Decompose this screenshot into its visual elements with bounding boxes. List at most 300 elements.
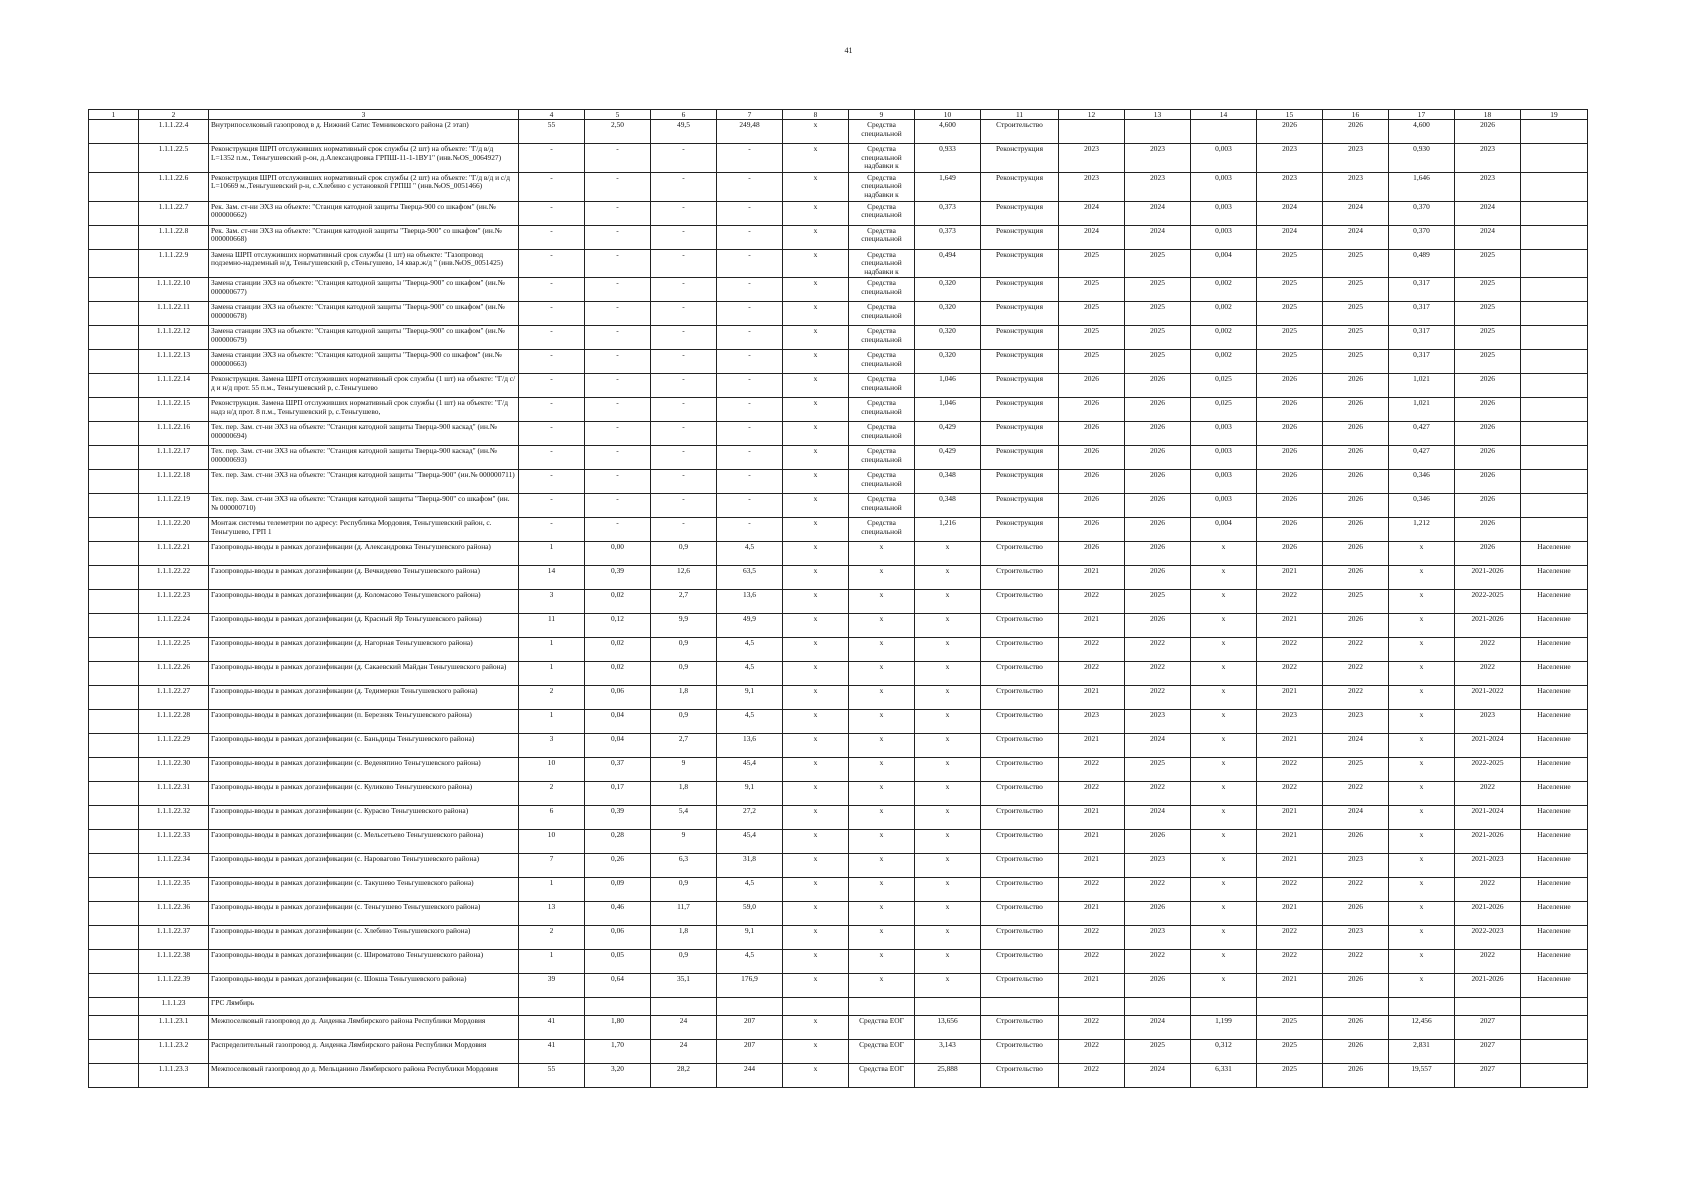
table-cell bbox=[1521, 144, 1588, 173]
table-cell: х bbox=[915, 590, 981, 614]
table-cell: - bbox=[519, 494, 585, 518]
table-cell: х bbox=[915, 638, 981, 662]
table-cell: 2021-2026 bbox=[1455, 614, 1521, 638]
table-cell: 1.1.1.22.5 bbox=[139, 144, 209, 173]
table-cell bbox=[89, 614, 139, 638]
table-cell bbox=[89, 734, 139, 758]
table-cell: 1,70 bbox=[585, 1040, 651, 1064]
table-cell: 2026 bbox=[1125, 470, 1191, 494]
table-cell: Строительство bbox=[981, 686, 1059, 710]
table-cell: х bbox=[1389, 854, 1455, 878]
table-cell: х bbox=[915, 830, 981, 854]
table-cell: - bbox=[519, 302, 585, 326]
table-cell bbox=[89, 470, 139, 494]
object-name-cell: Газопроводы-вводы в рамках догазификации (с. Мельсетьево Теньгушевского района) bbox=[209, 830, 519, 854]
table-cell: 2021-2026 bbox=[1455, 974, 1521, 998]
column-number-2: 2 bbox=[139, 110, 209, 120]
table-row bbox=[89, 806, 1588, 830]
table-cell bbox=[89, 998, 139, 1016]
table-cell bbox=[89, 1016, 139, 1040]
table-cell bbox=[1389, 998, 1455, 1016]
table-cell: 1.1.1.22.31 bbox=[139, 782, 209, 806]
table-cell: - bbox=[519, 374, 585, 398]
table-cell: 1.1.1.22.39 bbox=[139, 974, 209, 998]
table-cell: - bbox=[717, 201, 783, 225]
table-cell: Строительство bbox=[981, 542, 1059, 566]
table-cell: х bbox=[783, 302, 849, 326]
table-row bbox=[89, 172, 1588, 201]
table-cell: 1 bbox=[519, 638, 585, 662]
table-cell: 3,143 bbox=[915, 1040, 981, 1064]
table-cell: 27,2 bbox=[717, 806, 783, 830]
table-cell bbox=[585, 998, 651, 1016]
table-cell: х bbox=[1191, 974, 1257, 998]
table-cell: 2,831 bbox=[1389, 1040, 1455, 1064]
table-cell: 0,46 bbox=[585, 902, 651, 926]
table-cell: 2025 bbox=[1125, 590, 1191, 614]
table-cell: 0,317 bbox=[1389, 326, 1455, 350]
table-cell: 2026 bbox=[1059, 494, 1125, 518]
table-row bbox=[89, 518, 1588, 542]
table-cell: 2024 bbox=[1323, 806, 1389, 830]
column-number-18: 18 bbox=[1455, 110, 1521, 120]
table-cell: - bbox=[585, 422, 651, 446]
table-cell bbox=[89, 1064, 139, 1088]
table-cell: - bbox=[717, 172, 783, 201]
table-cell bbox=[89, 278, 139, 302]
object-name-cell: Газопроводы-вводы в рамках догазификации (д. Нагорная Теньгушевского района) bbox=[209, 638, 519, 662]
table-cell: 13 bbox=[519, 902, 585, 926]
table-cell: Реконструкция bbox=[981, 201, 1059, 225]
table-cell: 2026 bbox=[1455, 374, 1521, 398]
column-number-16: 16 bbox=[1323, 110, 1389, 120]
table-cell: 0,12 bbox=[585, 614, 651, 638]
table-cell: - bbox=[519, 350, 585, 374]
object-name-cell: Газопроводы-вводы в рамках догазификации (с. Веденяпино Теньгушевского района) bbox=[209, 758, 519, 782]
table-cell: 0,003 bbox=[1191, 470, 1257, 494]
table-cell: 2026 bbox=[1125, 614, 1191, 638]
table-row bbox=[89, 590, 1588, 614]
table-cell: - bbox=[717, 374, 783, 398]
object-name-cell: Газопроводы-вводы в рамках догазификации (с. Куликово Теньгушевского района) bbox=[209, 782, 519, 806]
table-row bbox=[89, 566, 1588, 590]
table-cell bbox=[89, 249, 139, 278]
table-cell: Население bbox=[1521, 758, 1588, 782]
table-cell: 1.1.1.22.38 bbox=[139, 950, 209, 974]
table-cell: Средства специальной bbox=[849, 201, 915, 225]
table-cell bbox=[1521, 470, 1588, 494]
table-row bbox=[89, 422, 1588, 446]
table-cell: 2021-2024 bbox=[1455, 734, 1521, 758]
table-cell: 2025 bbox=[1455, 278, 1521, 302]
table-cell bbox=[1521, 398, 1588, 422]
table-cell: 2026 bbox=[1323, 494, 1389, 518]
table-cell: х bbox=[849, 590, 915, 614]
table-row bbox=[89, 494, 1588, 518]
table-cell: - bbox=[651, 278, 717, 302]
table-cell: х bbox=[783, 638, 849, 662]
table-cell: 2021 bbox=[1059, 902, 1125, 926]
table-cell: 2 bbox=[519, 686, 585, 710]
table-cell: - bbox=[585, 144, 651, 173]
table-cell bbox=[89, 302, 139, 326]
table-cell bbox=[1059, 998, 1125, 1016]
table-cell: 2026 bbox=[1059, 446, 1125, 470]
table-cell: 9 bbox=[651, 758, 717, 782]
table-cell: Население bbox=[1521, 590, 1588, 614]
table-cell: Строительство bbox=[981, 1016, 1059, 1040]
table-cell: х bbox=[1389, 686, 1455, 710]
table-cell: 1.1.1.22.6 bbox=[139, 172, 209, 201]
table-cell: х bbox=[1191, 542, 1257, 566]
table-row bbox=[89, 144, 1588, 173]
table-cell bbox=[89, 398, 139, 422]
table-cell: 0,06 bbox=[585, 686, 651, 710]
table-cell: 2022 bbox=[1059, 878, 1125, 902]
object-name-cell: Межпоселковый газопровод до д. Аиденка Лямбирского района Республики Мордовия bbox=[209, 1016, 519, 1040]
table-cell: 4,5 bbox=[717, 542, 783, 566]
table-row bbox=[89, 710, 1588, 734]
table-cell: х bbox=[915, 662, 981, 686]
table-cell: - bbox=[717, 326, 783, 350]
table-cell: 2022 bbox=[1059, 638, 1125, 662]
table-cell: 2022 bbox=[1257, 662, 1323, 686]
table-cell: 2024 bbox=[1125, 201, 1191, 225]
table-row bbox=[89, 326, 1588, 350]
table-cell: 2022 bbox=[1059, 1016, 1125, 1040]
table-cell: х bbox=[1389, 974, 1455, 998]
column-number-3: 3 bbox=[209, 110, 519, 120]
table-cell: 2023 bbox=[1257, 172, 1323, 201]
table-cell: 1.1.1.22.36 bbox=[139, 902, 209, 926]
table-cell: 2,7 bbox=[651, 734, 717, 758]
table-cell: 0,9 bbox=[651, 638, 717, 662]
table-cell: 9,1 bbox=[717, 782, 783, 806]
table-cell: х bbox=[915, 542, 981, 566]
column-number-1: 1 bbox=[89, 110, 139, 120]
table-cell: 2,7 bbox=[651, 590, 717, 614]
object-name-cell: Газопроводы-вводы в рамках догазификации (д. Коломасово Теньгушевского района) bbox=[209, 590, 519, 614]
table-cell: х bbox=[1191, 902, 1257, 926]
table-cell: х bbox=[849, 662, 915, 686]
table-cell: Население bbox=[1521, 614, 1588, 638]
table-cell: 45,4 bbox=[717, 830, 783, 854]
table-cell: х bbox=[1389, 878, 1455, 902]
table-row bbox=[89, 686, 1588, 710]
table-cell bbox=[89, 144, 139, 173]
table-cell: 2024 bbox=[1257, 225, 1323, 249]
table-cell: Реконструкция bbox=[981, 278, 1059, 302]
table-cell: Население bbox=[1521, 950, 1588, 974]
table-cell: 3 bbox=[519, 590, 585, 614]
object-name-cell: Газопроводы-вводы в рамках догазификации (п. Березняк Теньгушевского района) bbox=[209, 710, 519, 734]
table-cell: 0,37 bbox=[585, 758, 651, 782]
table-cell: Средства специальной надбавки к bbox=[849, 172, 915, 201]
table-cell: 2023 bbox=[1455, 710, 1521, 734]
table-cell bbox=[1521, 374, 1588, 398]
table-cell: 2021 bbox=[1257, 734, 1323, 758]
column-number-13: 13 bbox=[1125, 110, 1191, 120]
table-cell: 1.1.1.22.13 bbox=[139, 350, 209, 374]
table-cell: х bbox=[1191, 926, 1257, 950]
table-row bbox=[89, 446, 1588, 470]
table-cell: 0,28 bbox=[585, 830, 651, 854]
column-number-5: 5 bbox=[585, 110, 651, 120]
table-cell bbox=[1521, 120, 1588, 144]
table-cell: х bbox=[783, 758, 849, 782]
table-cell: 2022 bbox=[1323, 950, 1389, 974]
table-cell: - bbox=[585, 350, 651, 374]
table-cell: 1.1.1.22.10 bbox=[139, 278, 209, 302]
table-cell: 9,9 bbox=[651, 614, 717, 638]
table-cell: 0,346 bbox=[1389, 470, 1455, 494]
object-name-cell: ГРС Лямбирь bbox=[209, 998, 519, 1016]
table-cell: 1.1.1.22.24 bbox=[139, 614, 209, 638]
table-cell: 2023 bbox=[1455, 144, 1521, 173]
table-cell: 49,9 bbox=[717, 614, 783, 638]
table-cell: 3 bbox=[519, 734, 585, 758]
table-cell: 1.1.1.22.20 bbox=[139, 518, 209, 542]
table-cell: Строительство bbox=[981, 590, 1059, 614]
table-cell: 0,317 bbox=[1389, 302, 1455, 326]
table-cell: 2022 bbox=[1125, 638, 1191, 662]
table-cell: - bbox=[717, 225, 783, 249]
table-cell: 2024 bbox=[1125, 806, 1191, 830]
table-cell: 2022 bbox=[1323, 662, 1389, 686]
table-cell: 2027 bbox=[1455, 1016, 1521, 1040]
table-cell: Население bbox=[1521, 806, 1588, 830]
table-cell: 0,02 bbox=[585, 662, 651, 686]
table-cell: 2022 bbox=[1323, 878, 1389, 902]
table-cell: 2023 bbox=[1059, 710, 1125, 734]
object-name-cell: Газопроводы-вводы в рамках догазификации (с. Наровагово Теньгушевского района) bbox=[209, 854, 519, 878]
table-cell: 0,003 bbox=[1191, 494, 1257, 518]
table-cell: - bbox=[717, 278, 783, 302]
object-name-cell: Замена станции ЭХЗ на объекте: "Станция катодной защиты "Тверца-900" со шкафом" (ин.№ 000000677) bbox=[209, 278, 519, 302]
table-cell: - bbox=[519, 446, 585, 470]
table-cell: 2026 bbox=[1059, 470, 1125, 494]
table-cell bbox=[1521, 249, 1588, 278]
table-cell: 2026 bbox=[1323, 446, 1389, 470]
table-cell: 2021 bbox=[1059, 566, 1125, 590]
table-cell: 2021 bbox=[1257, 614, 1323, 638]
table-cell: х bbox=[783, 518, 849, 542]
table-cell: 2022 bbox=[1455, 878, 1521, 902]
table-cell: Средства ЕОГ bbox=[849, 1016, 915, 1040]
table-cell: х bbox=[1191, 710, 1257, 734]
table-cell: Реконструкция bbox=[981, 302, 1059, 326]
table-cell: - bbox=[585, 326, 651, 350]
table-cell: 2026 bbox=[1125, 494, 1191, 518]
object-name-cell: Газопроводы-вводы в рамках догазификации (с. Хлебино Теньгушевского района) bbox=[209, 926, 519, 950]
table-cell: - bbox=[651, 326, 717, 350]
table-cell: х bbox=[783, 974, 849, 998]
table-cell: 0,320 bbox=[915, 350, 981, 374]
table-cell: 2026 bbox=[1125, 446, 1191, 470]
table-cell: 1,199 bbox=[1191, 1016, 1257, 1040]
table-cell bbox=[89, 806, 139, 830]
table-cell bbox=[89, 225, 139, 249]
table-cell: 1.1.1.22.8 bbox=[139, 225, 209, 249]
table-cell: 2025 bbox=[1323, 302, 1389, 326]
table-cell: 2023 bbox=[1125, 926, 1191, 950]
table-cell: 207 bbox=[717, 1016, 783, 1040]
table-cell: 0,9 bbox=[651, 710, 717, 734]
table-cell: Строительство bbox=[981, 854, 1059, 878]
table-cell: 2022 bbox=[1257, 590, 1323, 614]
table-cell bbox=[1521, 350, 1588, 374]
table-cell: 1,046 bbox=[915, 398, 981, 422]
table-cell: Реконструкция bbox=[981, 225, 1059, 249]
investment-table bbox=[88, 109, 1588, 1088]
table-cell: х bbox=[783, 878, 849, 902]
table-cell: 0,02 bbox=[585, 638, 651, 662]
table-cell: 13,6 bbox=[717, 734, 783, 758]
table-cell: х bbox=[783, 566, 849, 590]
table-cell: 2026 bbox=[1323, 566, 1389, 590]
object-name-cell: Газопроводы-вводы в рамках догазификации (д. Вечкидеево Теньгушевского района) bbox=[209, 566, 519, 590]
table-cell: 1.1.1.22.34 bbox=[139, 854, 209, 878]
object-name-cell: Внутрипоселковый газопровод в д. Нижний Сатис Темниковского района (2 этап) bbox=[209, 120, 519, 144]
table-cell: 9,1 bbox=[717, 686, 783, 710]
table-cell: 0,373 bbox=[915, 225, 981, 249]
column-number-17: 17 bbox=[1389, 110, 1455, 120]
table-cell: 2025 bbox=[1125, 758, 1191, 782]
object-name-cell: Газопроводы-вводы в рамках догазификации (с. Теньгушево Теньгушевского района) bbox=[209, 902, 519, 926]
table-cell: 2026 bbox=[1455, 470, 1521, 494]
table-cell: х bbox=[1389, 662, 1455, 686]
table-cell: х bbox=[783, 249, 849, 278]
table-cell: 10 bbox=[519, 830, 585, 854]
table-cell: - bbox=[651, 398, 717, 422]
table-cell bbox=[89, 710, 139, 734]
table-cell: 2022 bbox=[1059, 1064, 1125, 1088]
table-cell: Население bbox=[1521, 854, 1588, 878]
table-cell bbox=[89, 758, 139, 782]
table-cell: Население bbox=[1521, 542, 1588, 566]
table-cell: - bbox=[585, 470, 651, 494]
table-cell: х bbox=[849, 638, 915, 662]
table-cell: 1 bbox=[519, 878, 585, 902]
table-cell: х bbox=[915, 950, 981, 974]
table-cell: Строительство bbox=[981, 710, 1059, 734]
table-cell: - bbox=[519, 201, 585, 225]
table-cell: х bbox=[1389, 758, 1455, 782]
object-name-cell: Реконструкция. Замена ШРП отслуживших нормативный срок службы (1 шт) на объекте: "Г/д с/д и н/д прот. 55 п.м., Теньгушевский р, с.Теньгушево bbox=[209, 374, 519, 398]
table-cell bbox=[1521, 998, 1588, 1016]
table-cell bbox=[89, 974, 139, 998]
table-cell: 2022 bbox=[1059, 590, 1125, 614]
table-cell: 2022 bbox=[1455, 662, 1521, 686]
table-cell: х bbox=[849, 566, 915, 590]
table-cell: 55 bbox=[519, 120, 585, 144]
object-name-cell: Рек. Зам. ст-ни ЭХЗ на объекте: "Станция катодной защиты Тверца-900 со шкафом" (ин.№ 000000662) bbox=[209, 201, 519, 225]
table-cell: х bbox=[1191, 662, 1257, 686]
table-cell: 0,370 bbox=[1389, 225, 1455, 249]
table-cell: х bbox=[783, 1064, 849, 1088]
table-cell: 2026 bbox=[1257, 398, 1323, 422]
table-cell: 2021 bbox=[1059, 974, 1125, 998]
table-cell: х bbox=[849, 758, 915, 782]
table-cell: 1.1.1.22.32 bbox=[139, 806, 209, 830]
table-cell: х bbox=[783, 806, 849, 830]
object-name-cell: Газопроводы-вводы в рамках догазификации (с. Такушево Теньгушевского района) bbox=[209, 878, 519, 902]
table-cell: х bbox=[783, 1016, 849, 1040]
table-cell: - bbox=[717, 494, 783, 518]
table-cell: 2021-2022 bbox=[1455, 686, 1521, 710]
table-cell: х bbox=[783, 422, 849, 446]
object-name-cell: Тех. пер. Зам. ст-ни ЭХЗ на объекте: "Станция катодной защиты Тверца-900 каскад" (ин.№ 000000693) bbox=[209, 446, 519, 470]
table-cell: Средства ЕОГ bbox=[849, 1040, 915, 1064]
table-row bbox=[89, 470, 1588, 494]
table-cell bbox=[89, 518, 139, 542]
table-row bbox=[89, 278, 1588, 302]
table-row bbox=[89, 758, 1588, 782]
table-row bbox=[89, 249, 1588, 278]
table-cell: х bbox=[783, 144, 849, 173]
table-cell: 2025 bbox=[1257, 249, 1323, 278]
column-number-6: 6 bbox=[651, 110, 717, 120]
table-cell: 0,9 bbox=[651, 878, 717, 902]
table-cell: х bbox=[1389, 902, 1455, 926]
table-cell: 2023 bbox=[1059, 172, 1125, 201]
table-cell bbox=[1521, 1064, 1588, 1088]
table-cell: Строительство bbox=[981, 638, 1059, 662]
table-cell: Средства специальной bbox=[849, 518, 915, 542]
table-cell bbox=[1521, 278, 1588, 302]
table-cell: х bbox=[783, 172, 849, 201]
table-cell: Население bbox=[1521, 566, 1588, 590]
table-cell: 2025 bbox=[1455, 326, 1521, 350]
table-cell: Население bbox=[1521, 878, 1588, 902]
table-cell bbox=[915, 998, 981, 1016]
table-cell: 0,370 bbox=[1389, 201, 1455, 225]
table-cell: Средства специальной bbox=[849, 446, 915, 470]
table-cell bbox=[1521, 326, 1588, 350]
table-cell: х bbox=[1389, 710, 1455, 734]
table-cell: 2024 bbox=[1323, 201, 1389, 225]
table-cell bbox=[1059, 120, 1125, 144]
table-cell: х bbox=[849, 854, 915, 878]
table-cell: 2025 bbox=[1257, 1040, 1323, 1064]
table-cell: х bbox=[783, 662, 849, 686]
table-cell: Строительство bbox=[981, 974, 1059, 998]
table-cell: 0,04 bbox=[585, 710, 651, 734]
table-cell: 1.1.1.22.18 bbox=[139, 470, 209, 494]
table-cell: 1.1.1.22.15 bbox=[139, 398, 209, 422]
table-cell: Население bbox=[1521, 662, 1588, 686]
table-cell: 2021 bbox=[1257, 686, 1323, 710]
table-cell: х bbox=[1389, 926, 1455, 950]
table-cell: Население bbox=[1521, 974, 1588, 998]
table-cell: х bbox=[1191, 950, 1257, 974]
table-cell: Строительство bbox=[981, 758, 1059, 782]
table-row bbox=[89, 614, 1588, 638]
table-cell: 2025 bbox=[1125, 249, 1191, 278]
table-cell: 0,429 bbox=[915, 446, 981, 470]
table-cell: 2021 bbox=[1257, 974, 1323, 998]
table-cell: 0,312 bbox=[1191, 1040, 1257, 1064]
table-cell: Средства специальной bbox=[849, 374, 915, 398]
table-cell: 39 bbox=[519, 974, 585, 998]
table-cell: - bbox=[717, 422, 783, 446]
table-cell: х bbox=[915, 926, 981, 950]
table-cell: Реконструкция bbox=[981, 470, 1059, 494]
table-cell: 1,80 bbox=[585, 1016, 651, 1040]
table-cell: 49,5 bbox=[651, 120, 717, 144]
table-cell: 2023 bbox=[1257, 710, 1323, 734]
table-cell: 207 bbox=[717, 1040, 783, 1064]
